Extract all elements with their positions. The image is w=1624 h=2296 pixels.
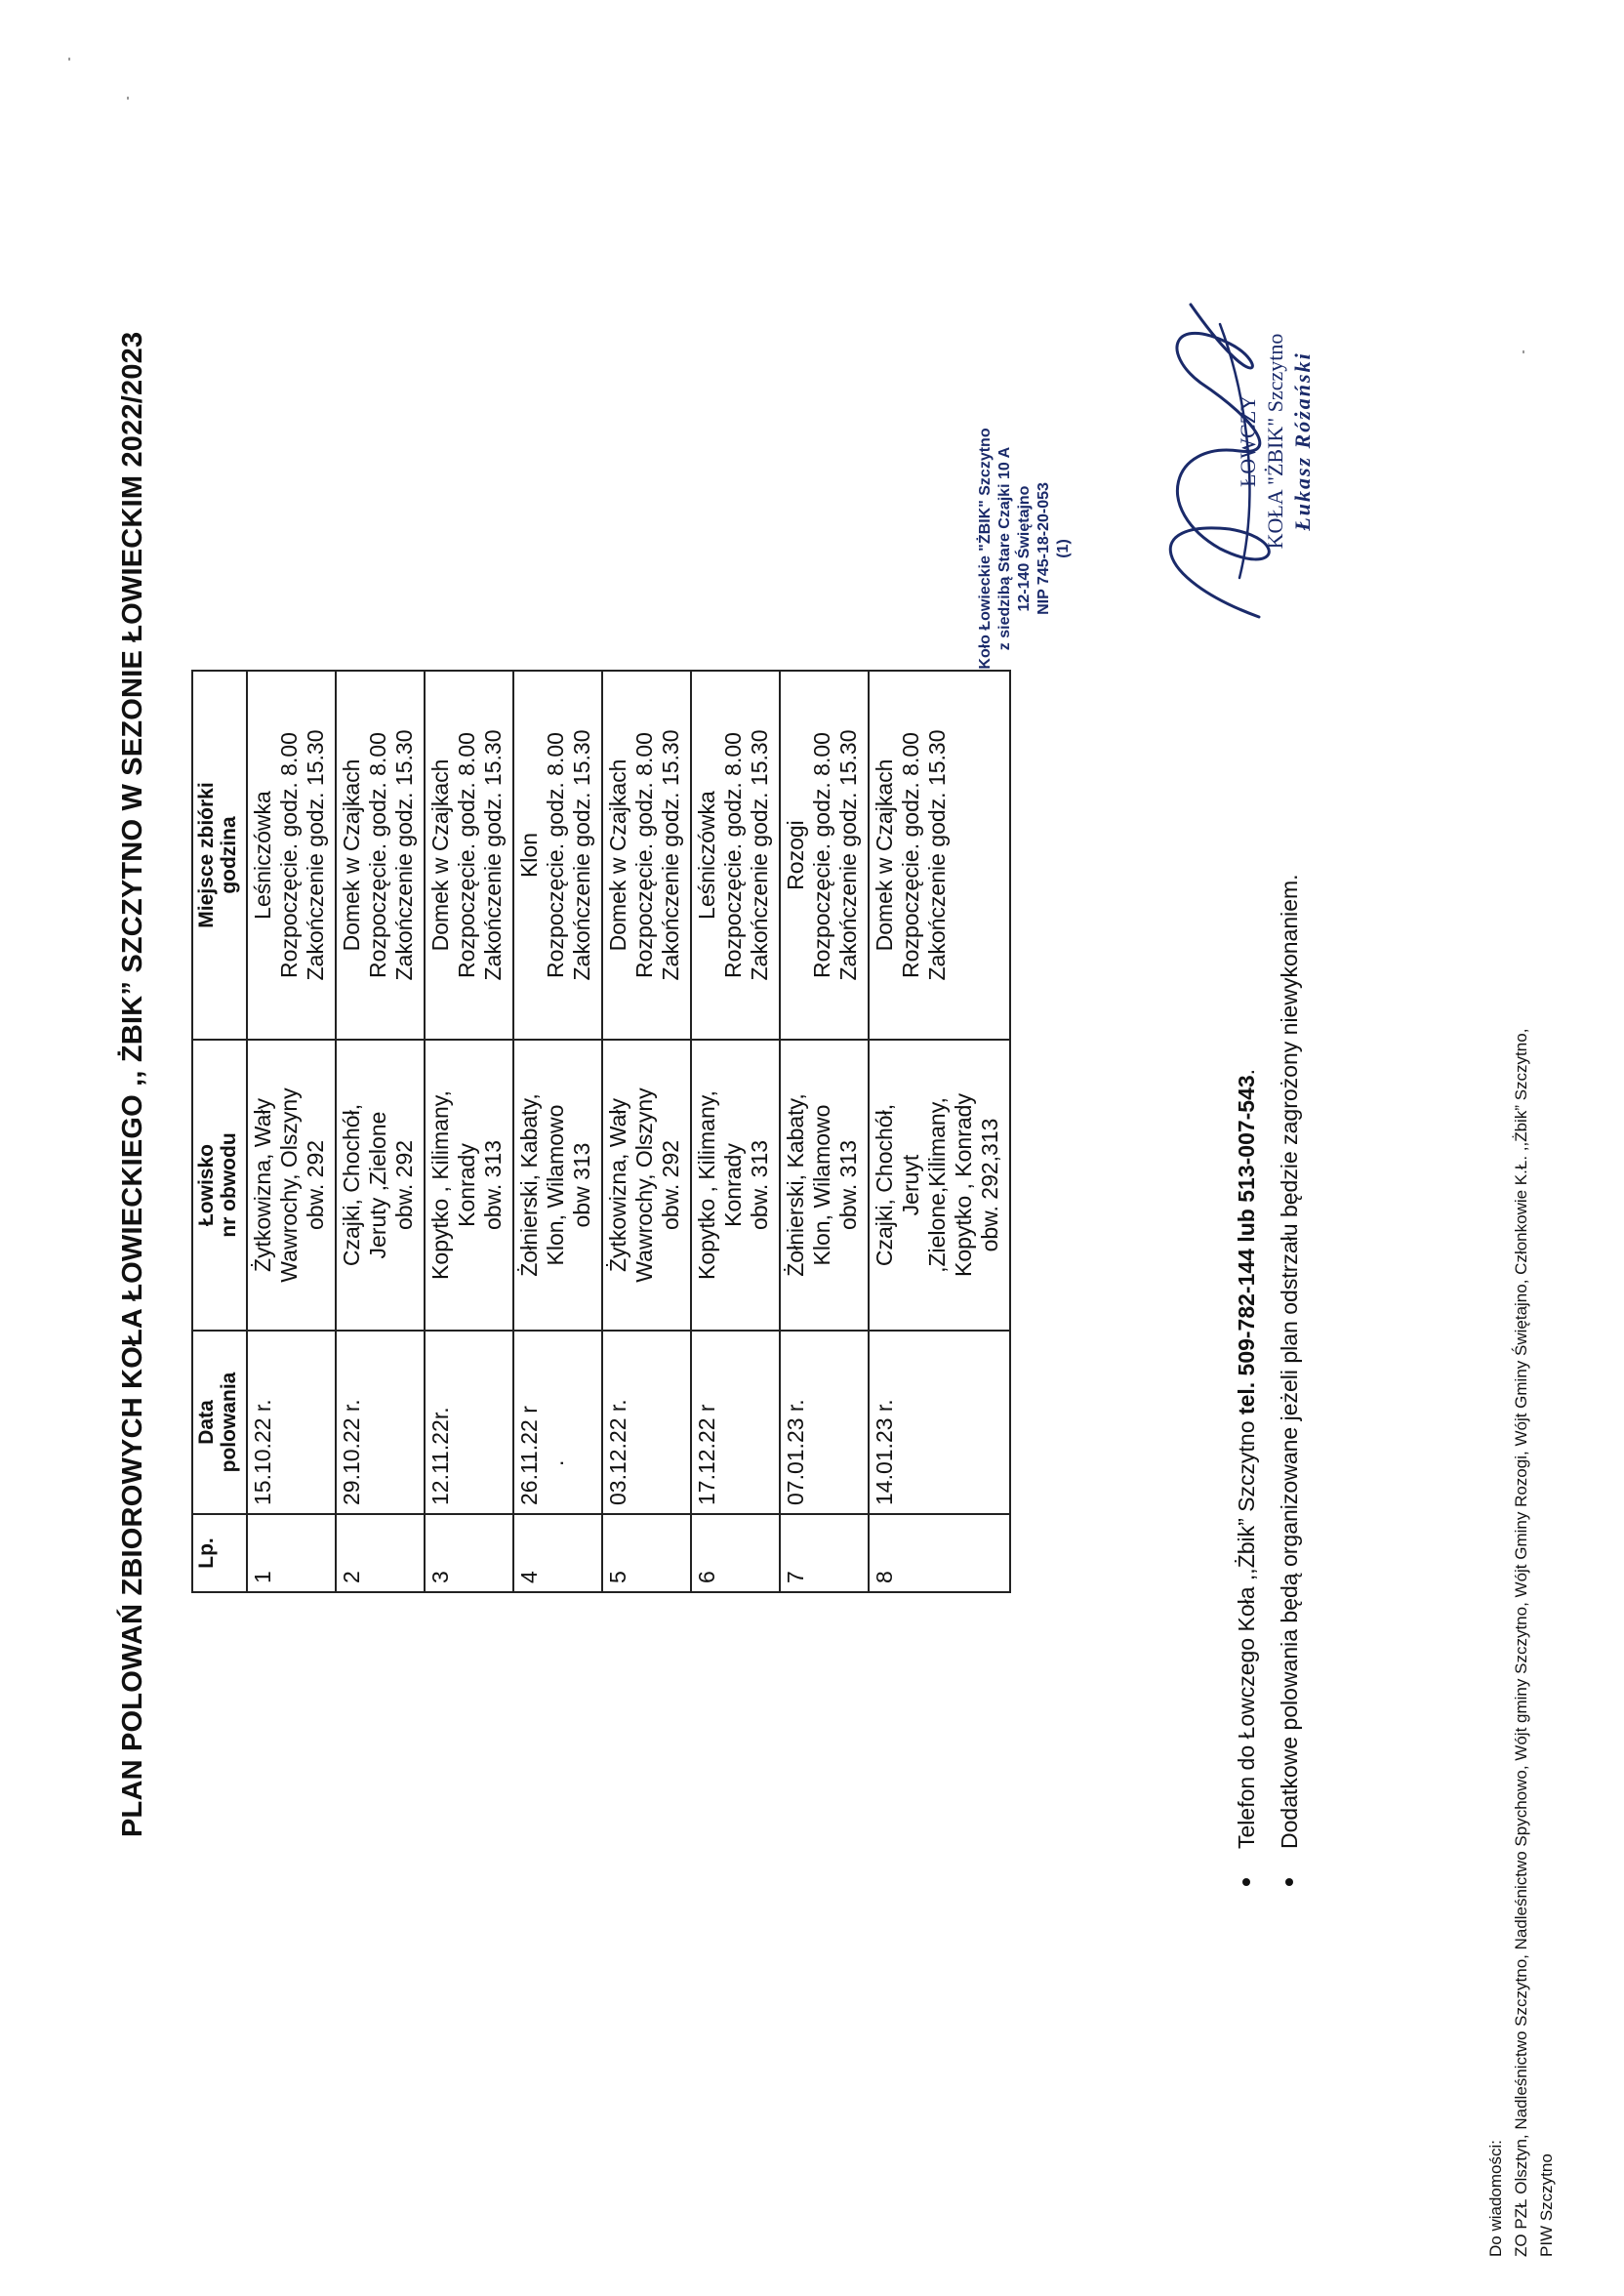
place-line: Leśniczówka xyxy=(694,791,719,920)
phone-prefix: Telefon do Łowczego Koła ,,Żbik” Szczytno xyxy=(1234,1414,1259,1849)
phone-suffix: . xyxy=(1234,1068,1259,1076)
table-row xyxy=(247,671,336,1592)
note-phone-text xyxy=(1225,1069,1268,1849)
place-line: Rozpoczęcie. godz. 8.00 xyxy=(809,732,834,978)
note-additional xyxy=(1268,874,1311,1886)
cell-area xyxy=(513,1040,602,1331)
header-date xyxy=(192,1331,247,1514)
header-lp: Lp. xyxy=(192,1514,247,1592)
cell-place xyxy=(691,671,780,1040)
place-line: Rozpoczęcie. godz. 8.00 xyxy=(365,732,390,978)
area-line: ,Zielone,Kilimany, xyxy=(924,1097,950,1273)
place-line: Zakończenie godz. 15.30 xyxy=(480,729,506,981)
header-area xyxy=(192,1040,247,1331)
area-line: Kopytko , Kilimany, xyxy=(694,1090,719,1280)
table-row xyxy=(869,671,1010,1592)
area-line: Żytkowizna, Wały xyxy=(250,1097,275,1273)
area-line: obw. 292 xyxy=(303,1139,328,1231)
cell-place xyxy=(513,671,602,1040)
distribution-footer xyxy=(1483,1029,1560,2257)
area-line: Czajki, Chochół, xyxy=(872,1103,897,1267)
place-line: Klon xyxy=(516,832,542,879)
place-line: Domek w Czajkach xyxy=(605,758,630,952)
area-line: obw. 292,313 xyxy=(977,1118,1002,1252)
hunt-schedule-table xyxy=(191,670,1011,1593)
footer-recipients: ZO PZŁ Olsztyn, Nadleśnictwo Szczytno, Nadleśnictwo Spychowo, Wójt gminy Szczytno, Wójt Gminy Rozogi, Wójt Gminy Świętajno, Członkowie K.Ł. ,,Żbik” Szczytno, xyxy=(1512,1028,1530,2257)
area-line: Kopytko , Konrady xyxy=(951,1093,976,1277)
place-line: Zakończenie godz. 15.30 xyxy=(303,729,328,981)
bullet-icon xyxy=(1285,1878,1293,1886)
area-line: Żołnierski, Kabaty, xyxy=(783,1093,808,1277)
stamp-line: 12-140 Świętajno xyxy=(1016,485,1033,612)
cell-area xyxy=(780,1040,869,1331)
cell-lp: 1 xyxy=(247,1514,336,1592)
cell-lp: 7 xyxy=(780,1514,869,1592)
scan-speck xyxy=(127,97,129,100)
header-area-line: Łowisko xyxy=(195,1144,218,1227)
area-line: obw. 313 xyxy=(480,1139,506,1231)
cell-place xyxy=(602,671,691,1040)
area-line: Wawrochy, Olszyny xyxy=(631,1087,657,1283)
place-line: Zakończenie godz. 15.30 xyxy=(569,729,594,981)
date-mark: . xyxy=(543,1459,568,1466)
cell-area xyxy=(691,1040,780,1331)
area-line: Wawrochy, Olszyny xyxy=(276,1087,302,1283)
header-date-line: Data xyxy=(195,1400,218,1445)
area-line: Klon, Wilamowo xyxy=(543,1104,568,1266)
table-row xyxy=(336,671,425,1592)
cell-lp: 2 xyxy=(336,1514,425,1592)
table-row xyxy=(513,671,602,1592)
cell-place xyxy=(425,671,513,1040)
place-line: Domek w Czajkach xyxy=(339,758,364,952)
notes-list xyxy=(1225,874,1311,1886)
phone-numbers: tel. 509-782-144 lub 513-007-543 xyxy=(1234,1075,1259,1415)
date-text: 26.11.22 r xyxy=(516,1406,542,1505)
footer-label: Do wiadomości: xyxy=(1486,2140,1505,2257)
table-row xyxy=(602,671,691,1592)
place-line: Zakończenie godz. 15.30 xyxy=(658,729,683,981)
stamp-line: (1) xyxy=(1055,539,1072,558)
cell-lp: 3 xyxy=(425,1514,513,1592)
place-line: Rozpoczęcie. godz. 8.00 xyxy=(631,732,657,978)
header-place-line: Miejsce zbiórki xyxy=(195,782,218,928)
scan-speck xyxy=(1522,350,1524,353)
table-row xyxy=(691,671,780,1592)
signer-name: Łukasz Różański xyxy=(1290,351,1315,531)
area-line: Żytkowizna, Wały xyxy=(605,1097,630,1273)
place-line: Leśniczówka xyxy=(250,791,275,920)
area-line: Jeruyt xyxy=(898,1154,923,1216)
cell-date: 15.10.22 r. xyxy=(247,1331,336,1514)
cell-place xyxy=(336,671,425,1040)
bullet-icon xyxy=(1242,1878,1250,1886)
table-row xyxy=(780,671,869,1592)
place-line: Domek w Czajkach xyxy=(427,758,453,952)
place-line: Rozpoczęcie. godz. 8.00 xyxy=(720,732,746,978)
note-phone xyxy=(1225,874,1268,1886)
cell-date: 17.12.22 r xyxy=(691,1331,780,1514)
cell-date: 14.01.23 r. xyxy=(869,1331,1010,1514)
place-line: Domek w Czajkach xyxy=(872,758,897,952)
area-line: obw. 313 xyxy=(747,1139,772,1231)
cell-area xyxy=(869,1040,1010,1331)
area-line: Kopytko , Kilimany, xyxy=(427,1090,453,1280)
place-line: Rozpoczęcie. godz. 8.00 xyxy=(543,732,568,978)
scan-speck xyxy=(68,58,70,61)
stamp-line: Koło Łowieckie "ŻBIK" Szczytno xyxy=(977,428,994,670)
cell-area xyxy=(336,1040,425,1331)
cell-lp: 8 xyxy=(869,1514,1010,1592)
place-line: Zakończenie godz. 15.30 xyxy=(391,729,417,981)
place-line: Zakończenie godz. 15.30 xyxy=(924,729,950,981)
area-line: Żołnierski, Kabaty, xyxy=(516,1093,542,1277)
place-line: Zakończenie godz. 15.30 xyxy=(747,729,772,981)
footer-recipients-cont: PIW Szczytno xyxy=(1537,2153,1556,2257)
header-area-line: nr obwodu xyxy=(218,1132,240,1238)
header-place-line: godzina xyxy=(218,816,240,894)
signer-role: ŁOWCZY xyxy=(1236,394,1260,488)
cell-date: 03.12.22 r. xyxy=(602,1331,691,1514)
area-line: Konrady xyxy=(720,1143,746,1227)
header-place xyxy=(192,671,247,1040)
cell-date: 29.10.22 r. xyxy=(336,1331,425,1514)
stamp-line: z siedzibą Stare Czajki 10 A xyxy=(996,446,1013,651)
cell-place xyxy=(780,671,869,1040)
cell-area xyxy=(425,1040,513,1331)
place-line: Zakończenie godz. 15.30 xyxy=(835,729,861,981)
area-line: obw. 313 xyxy=(835,1139,861,1231)
area-line: Jeruty ,Zielone xyxy=(365,1111,390,1259)
cell-lp: 4 xyxy=(513,1514,602,1592)
cell-date xyxy=(513,1331,602,1514)
place-line: Rozpoczęcie. godz. 8.00 xyxy=(276,732,302,978)
cell-date: 07.01.23 r. xyxy=(780,1331,869,1514)
place-line: Rozpoczęcie. godz. 8.00 xyxy=(898,732,923,978)
cell-date: 12.11.22r. xyxy=(425,1331,513,1514)
cell-place xyxy=(247,671,336,1040)
stamp-line: NIP 745-18-20-053 xyxy=(1035,482,1052,615)
cell-area xyxy=(247,1040,336,1331)
area-line: Klon, Wilamowo xyxy=(809,1104,834,1266)
cell-lp: 6 xyxy=(691,1514,780,1592)
area-line: obw 313 xyxy=(569,1142,594,1228)
cell-lp: 5 xyxy=(602,1514,691,1592)
header-date-line: polowania xyxy=(218,1372,240,1473)
area-line: obw. 292 xyxy=(391,1139,417,1231)
place-line: Rozpoczęcie. godz. 8.00 xyxy=(454,732,479,978)
area-line: Czajki, Chochół, xyxy=(339,1103,364,1267)
place-line: Rozogi xyxy=(783,820,808,890)
signer-org: KOŁA "ŻBIK" Szczytno xyxy=(1263,333,1287,550)
table-header-row xyxy=(192,671,247,1592)
note-additional-text: Dodatkowe polowania będą organizowane jeżeli plan odstrzału będzie zagrożony niewykonaniem. xyxy=(1277,874,1302,1849)
document-title: PLAN POLOWAŃ ZBIOROWYCH KOŁA ŁOWIECKIEGO ,, ŻBIK” SZCZYTNO W SEZONIE ŁOWIECKIM 2022/2023 xyxy=(117,331,148,1837)
area-line: Konrady xyxy=(454,1143,479,1227)
cell-area xyxy=(602,1040,691,1331)
signature-block xyxy=(1235,256,1317,627)
table-row xyxy=(425,671,513,1592)
club-stamp xyxy=(976,353,1074,744)
area-line: obw. 292 xyxy=(658,1139,683,1231)
